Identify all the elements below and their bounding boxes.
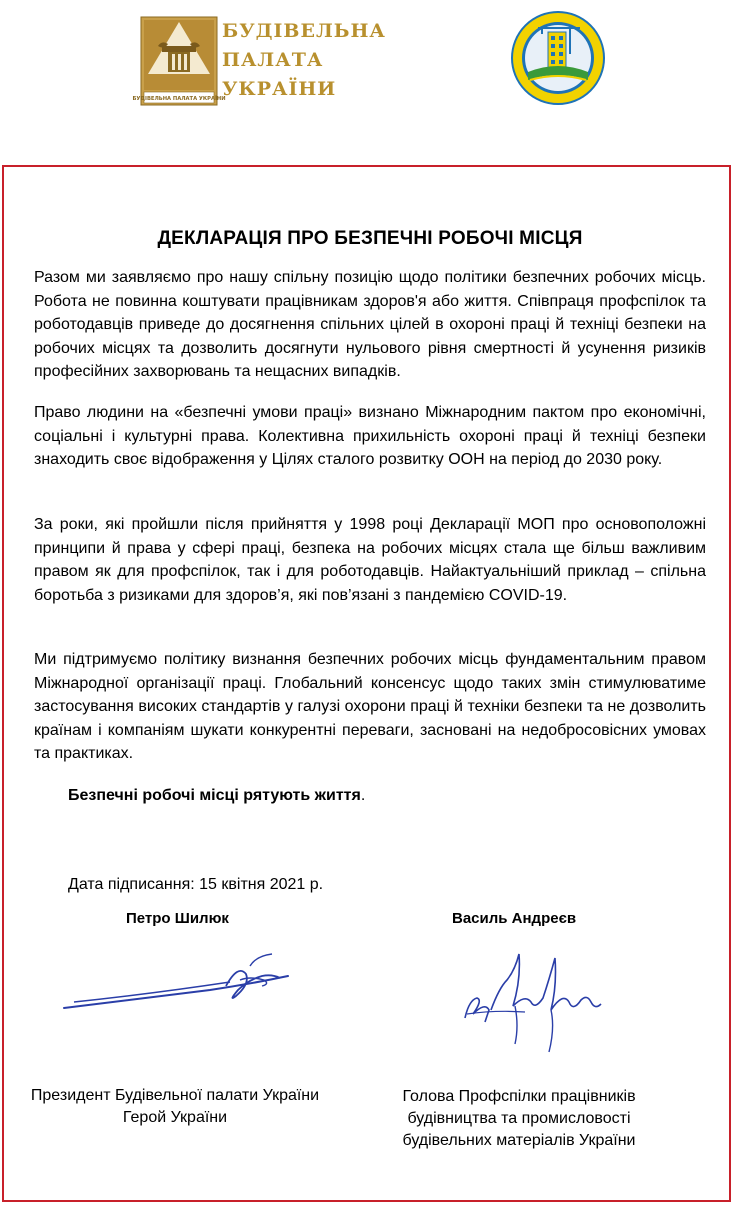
- role-2-line-2: будівництва та промисловості: [407, 1110, 631, 1127]
- union-emblem-icon: [510, 10, 606, 106]
- role-1-line-1: Президент Будівельної палати України: [30, 1087, 320, 1104]
- paragraph-2: Право людини на «безпечні умови праці» визнано Міжнародним пактом про економічні, соціальні і культурні права. Колективна прихильність охороні праці й техніці безпеки знаходить своє відображення у Цілях сталого розвитку ООН на період до 2030 року.: [34, 404, 706, 468]
- signatory-role-2: [374, 1086, 664, 1152]
- paragraph-3: За роки, які пройшли після прийняття у 1998 році Декларації МОП про основоположні принципи й права у сфері праці, безпека на робочих місцях стала ще більш важливим правом як для профспілок, так і для роботодавців. Найактуальніший приклад – спільна боротьба з ризиками для здоров’я, які пов’язані з пандемією COVID-19.: [34, 516, 706, 604]
- motto: [68, 787, 365, 805]
- trade-union-emblem: [510, 10, 606, 106]
- signatory-name-1: Петро Шилюк: [126, 910, 229, 927]
- signing-date: Дата підписання: 15 квітня 2021 р.: [68, 876, 324, 893]
- role-1-line-2: Герой України: [122, 1109, 228, 1126]
- role-2-line-1: Голова Профспілки працівників: [402, 1088, 636, 1105]
- role-2-line-3: будівельних матеріалів України: [402, 1132, 636, 1149]
- paragraph-4: Ми підтримуємо політику визнання безпечних робочих місць фундаментальним правом Міжнародної організації праці. Глобальний консенсус щодо таких змін стимулюватиме застосування високих стандартів у галузі охорони праці й техніки безпеки та не дозволить країнам і компаніям шукати конкурентні переваги, засновані на недобросовісних умовах та практиках.: [34, 651, 706, 762]
- signatory-name-2: Василь Андреєв: [452, 910, 577, 927]
- letterhead: [0, 0, 740, 165]
- motto-period: .: [360, 787, 366, 804]
- logo-line-3: УКРАЇНИ: [222, 78, 337, 100]
- plaque-text: БУДІВЕЛЬНА ПАЛАТА УКРАЇНИ: [132, 96, 226, 102]
- signatory-role-1: [14, 1085, 336, 1129]
- logo-line-2: ПАЛАТА: [222, 49, 324, 71]
- capital-column-icon: [132, 16, 226, 108]
- paragraph-1: Разом ми заявляємо про нашу спільну позицію щодо політики безпечних робочих місць. Робота не повинна коштувати працівникам здоров'я або життя. Співпраця профспілок та роботодавців приведе до досягнення спільних цілей в охороні праці й техніці безпеки на робочих місцях та дозволить досягнути нульового рівня смертності й усунення ризиків професійних захворювань та нещасних випадків.: [34, 269, 706, 380]
- motto-text: Безпечні робочі місці рятують життя: [68, 787, 361, 804]
- signature-2: [455, 940, 615, 1060]
- signature-1: [50, 950, 300, 1020]
- construction-chamber-logo: [132, 16, 386, 108]
- document-title: ДЕКЛАРАЦІЯ ПРО БЕЗПЕЧНІ РОБОЧІ МІСЦЯ: [157, 228, 583, 249]
- logo-line-1: БУДІВЕЛЬНА: [222, 20, 386, 42]
